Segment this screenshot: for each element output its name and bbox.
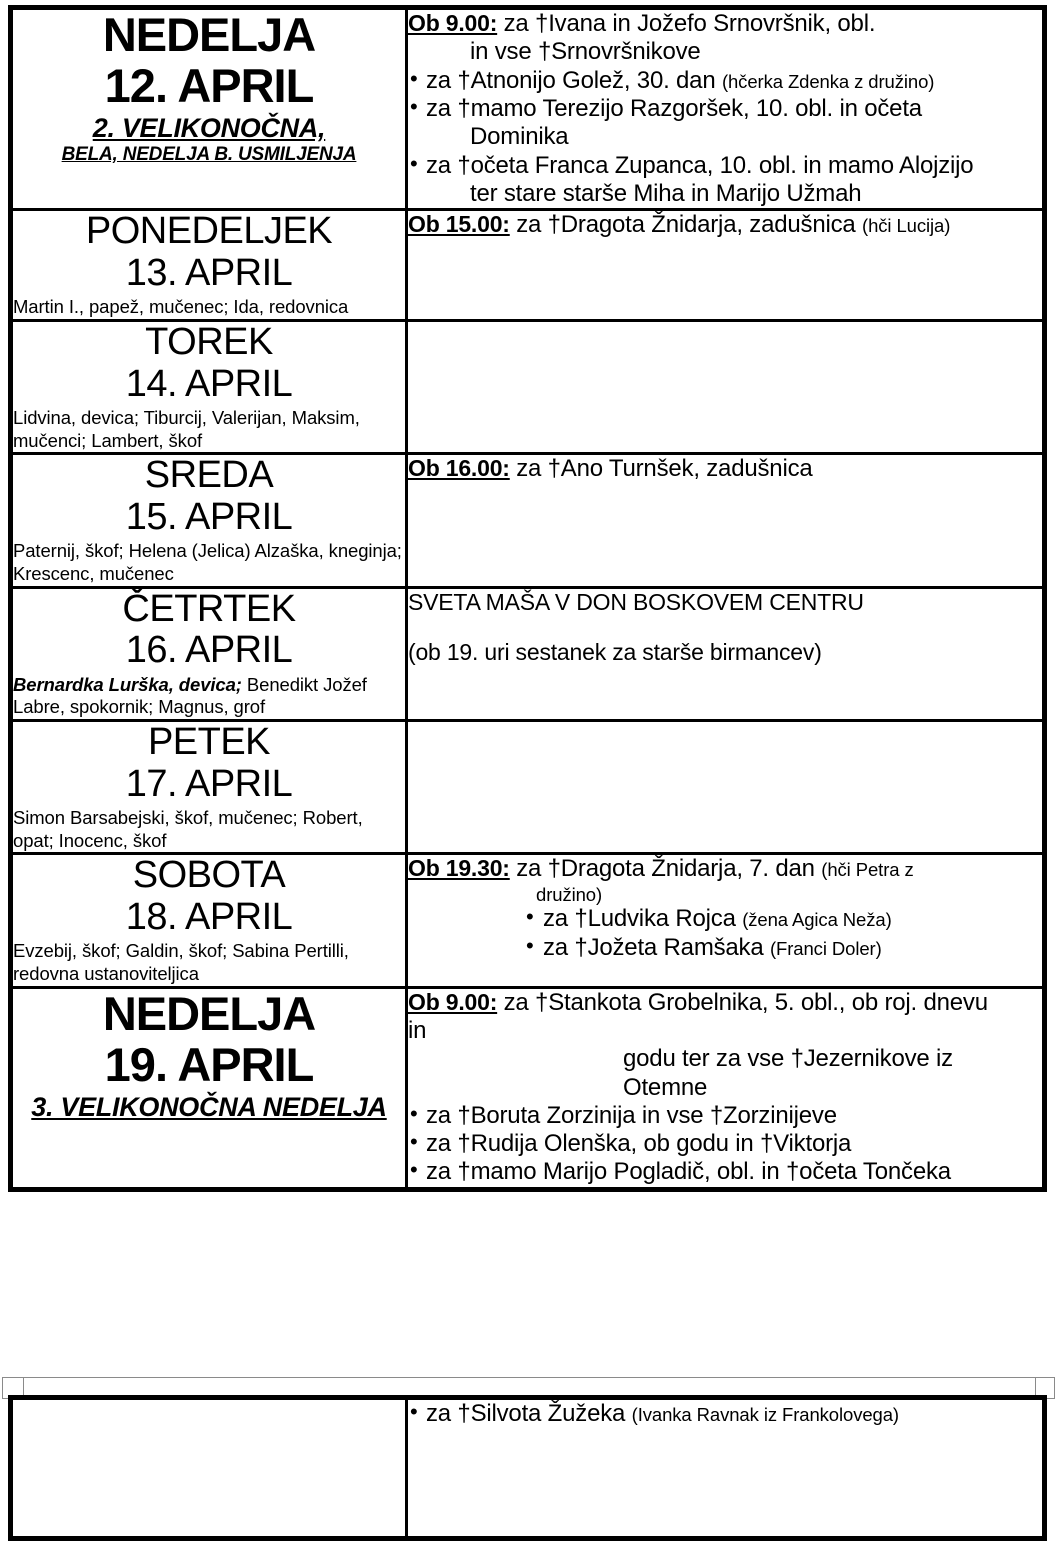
- table-row: [11, 8, 1045, 210]
- day-cell-nedelja-12: [11, 8, 407, 210]
- mass-schedule-table: [8, 5, 1047, 1192]
- intention-first-line: [408, 211, 1042, 239]
- day-cell-nedelja-19: [11, 987, 407, 1189]
- intention-note-continuation: družino): [536, 883, 603, 905]
- intentions-cell-torek-14: [407, 320, 1045, 453]
- saints-list: Evzebij, škof; Galdin, škof; Sabina Pertilli, redovna ustanoviteljica: [13, 940, 349, 985]
- mass-time: Ob 9.00:: [408, 10, 498, 36]
- intention-first-line: [408, 855, 1042, 883]
- mass-time: Ob 16.00:: [408, 455, 510, 482]
- day-name: SREDA: [144, 454, 274, 497]
- table-row: [11, 720, 1045, 853]
- day-cell-sreda-15: [11, 454, 407, 587]
- list-item: [408, 152, 1042, 180]
- day-name: ČETRTEK: [122, 587, 296, 630]
- intentions-cell-sobota-18: [407, 854, 1045, 987]
- intention-text: za †Jožeta Ramšaka: [543, 933, 764, 961]
- table-row: [11, 320, 1045, 453]
- intentions-cell-petek-17: [407, 720, 1045, 853]
- announcement-subheading: (ob 19. uri sestanek za starše birmancev): [408, 638, 822, 665]
- table-row: [11, 587, 1045, 720]
- intention-text: za †Dragota Žnidarja, 7. dan: [509, 855, 815, 883]
- intention-text: za †Dragota Žnidarja, zadušnica: [509, 211, 856, 239]
- intentions-cell-nedelja-12: [407, 8, 1045, 210]
- day-cell-petek-17: [11, 720, 407, 853]
- day-subtitle: 2. VELIKONOČNA,: [92, 112, 326, 143]
- saints-list: Paternij, škof; Helena (Jelica) Alzaška, kneginja; Krescenc, mučenec: [13, 540, 402, 585]
- list-item: [408, 95, 1042, 123]
- day-cell-torek-14: [11, 320, 407, 453]
- mass-time: Ob 15.00:: [408, 211, 510, 238]
- day-date: 19. APRIL: [104, 1037, 314, 1091]
- day-date: 15. APRIL: [125, 495, 293, 538]
- announcement-heading: SVETA MAŠA V DON BOSKOVEM CENTRU: [408, 588, 864, 615]
- saints-list: [13, 674, 405, 719]
- day-name: TOREK: [145, 320, 273, 363]
- intention-continuation-2: godu ter za vse †Jezernikove iz Otemne: [623, 1045, 953, 1101]
- intention-note: (hči Petra z: [821, 859, 914, 881]
- day-name: SOBOTA: [132, 854, 286, 897]
- day-date: 13. APRIL: [125, 251, 293, 294]
- day-cell-sobota-18: [11, 854, 407, 987]
- day-date: 12. APRIL: [104, 59, 314, 113]
- intention-note: (Franci Doler): [769, 937, 882, 959]
- intentions-cell-cetrtek-16: [407, 587, 1045, 720]
- spacer: [408, 616, 1042, 639]
- intention-note: (hčerka Zdenka z družino): [721, 70, 935, 92]
- saints-list: Lidvina, devica; Tiburcij, Valerijan, Maksim, mučenci; Lambert, škof: [13, 407, 360, 451]
- intention-text: za †mamo Marijo Pogladič, obl. in †očeta Tončeka: [426, 1158, 951, 1186]
- list-item: [408, 1400, 1042, 1428]
- list-item: [408, 1130, 1042, 1158]
- intention-note: (žena Agica Neža): [742, 909, 892, 931]
- intention-note: (hči Lucija): [862, 215, 951, 237]
- intention-continuation: Dominika: [470, 123, 569, 151]
- list-item: [408, 67, 1042, 95]
- saints-rest: Benedikt Jožef Labre, spokornik; Magnus, grof: [13, 673, 367, 718]
- list-item: [408, 905, 1042, 933]
- list-item: [408, 1102, 1042, 1130]
- intention-first-line: [408, 455, 1042, 483]
- intention-continuation: ter stare starše Miha in Marijo Užmah: [470, 179, 862, 207]
- list-item: [408, 1158, 1042, 1186]
- intentions-cell-nedelja-19: [407, 987, 1045, 1189]
- intention-text: za †očeta Franca Zupanca, 10. obl. in mamo Alojzijo: [426, 151, 974, 179]
- saints-highlight: Bernardka Lurška, devica;: [13, 673, 242, 695]
- intention-text: za †Ludvika Rojca: [543, 905, 736, 933]
- continuation-table: [8, 1395, 1047, 1541]
- day-date: 16. APRIL: [125, 629, 293, 672]
- list-item: [408, 934, 1042, 962]
- saints-list: Martin I., papež, mučenec; Ida, redovnica: [13, 296, 349, 318]
- intention-text: za †Boruta Zorzinija in vse †Zorzinijeve: [426, 1101, 837, 1129]
- intentions-cell-sreda-15: [407, 454, 1045, 587]
- intention-text: za †Stankota Grobelnika, 5. obl., ob roj. dnevu: [497, 988, 988, 1016]
- day-name: PONEDELJEK: [85, 210, 333, 253]
- day-date: 17. APRIL: [125, 762, 293, 805]
- day-name: NEDELJA: [102, 8, 316, 61]
- intention-note: (Ivanka Ravnak iz Frankolovega): [631, 1404, 899, 1425]
- intention-text: za †Silvota Žužeka: [426, 1400, 626, 1427]
- intention-continuation: in vse †Srnovršnikove: [470, 38, 701, 66]
- intention-text: za †Rudija Olenška, ob godu in †Viktorja: [426, 1130, 852, 1158]
- intention-text: za †Ivana in Jožefo Srnovršnik, obl.: [497, 10, 876, 37]
- table-row: [11, 1398, 1045, 1539]
- day-date: 14. APRIL: [125, 362, 293, 405]
- intention-text: za †Ano Turnšek, zadušnica: [509, 455, 813, 483]
- continuation-day-cell: [11, 1398, 407, 1539]
- day-cell-ponedeljek-13: [11, 210, 407, 321]
- saints-list: Simon Barsabejski, škof, mučenec; Robert, opat; Inocenc, škof: [13, 807, 363, 851]
- intentions-cell-ponedeljek-13: [407, 210, 1045, 321]
- intention-first-line: [408, 10, 1042, 38]
- day-name: PETEK: [147, 720, 271, 763]
- continuation-intentions-cell: [407, 1398, 1045, 1539]
- day-subtitle-secondary: BELA, NEDELJA B. USMILJENJA: [61, 143, 357, 165]
- day-name: NEDELJA: [102, 986, 316, 1040]
- day-cell-cetrtek-16: [11, 587, 407, 720]
- table-row: [11, 987, 1045, 1189]
- intention-text: za †Atnonijo Golež, 30. dan: [426, 66, 716, 94]
- day-date: 18. APRIL: [125, 895, 293, 938]
- table-row: [11, 454, 1045, 587]
- mass-time: Ob 19.30:: [408, 855, 510, 882]
- table-row: [11, 210, 1045, 321]
- intention-continuation: in: [408, 1016, 427, 1044]
- mass-time: Ob 9.00:: [408, 988, 498, 1015]
- intention-text: za †mamo Terezijo Razgoršek, 10. obl. in očeta: [426, 94, 922, 122]
- table-row: [11, 854, 1045, 987]
- intention-first-line: [408, 989, 1042, 1017]
- day-subtitle: 3. VELIKONOČNA NEDELJA: [31, 1091, 387, 1122]
